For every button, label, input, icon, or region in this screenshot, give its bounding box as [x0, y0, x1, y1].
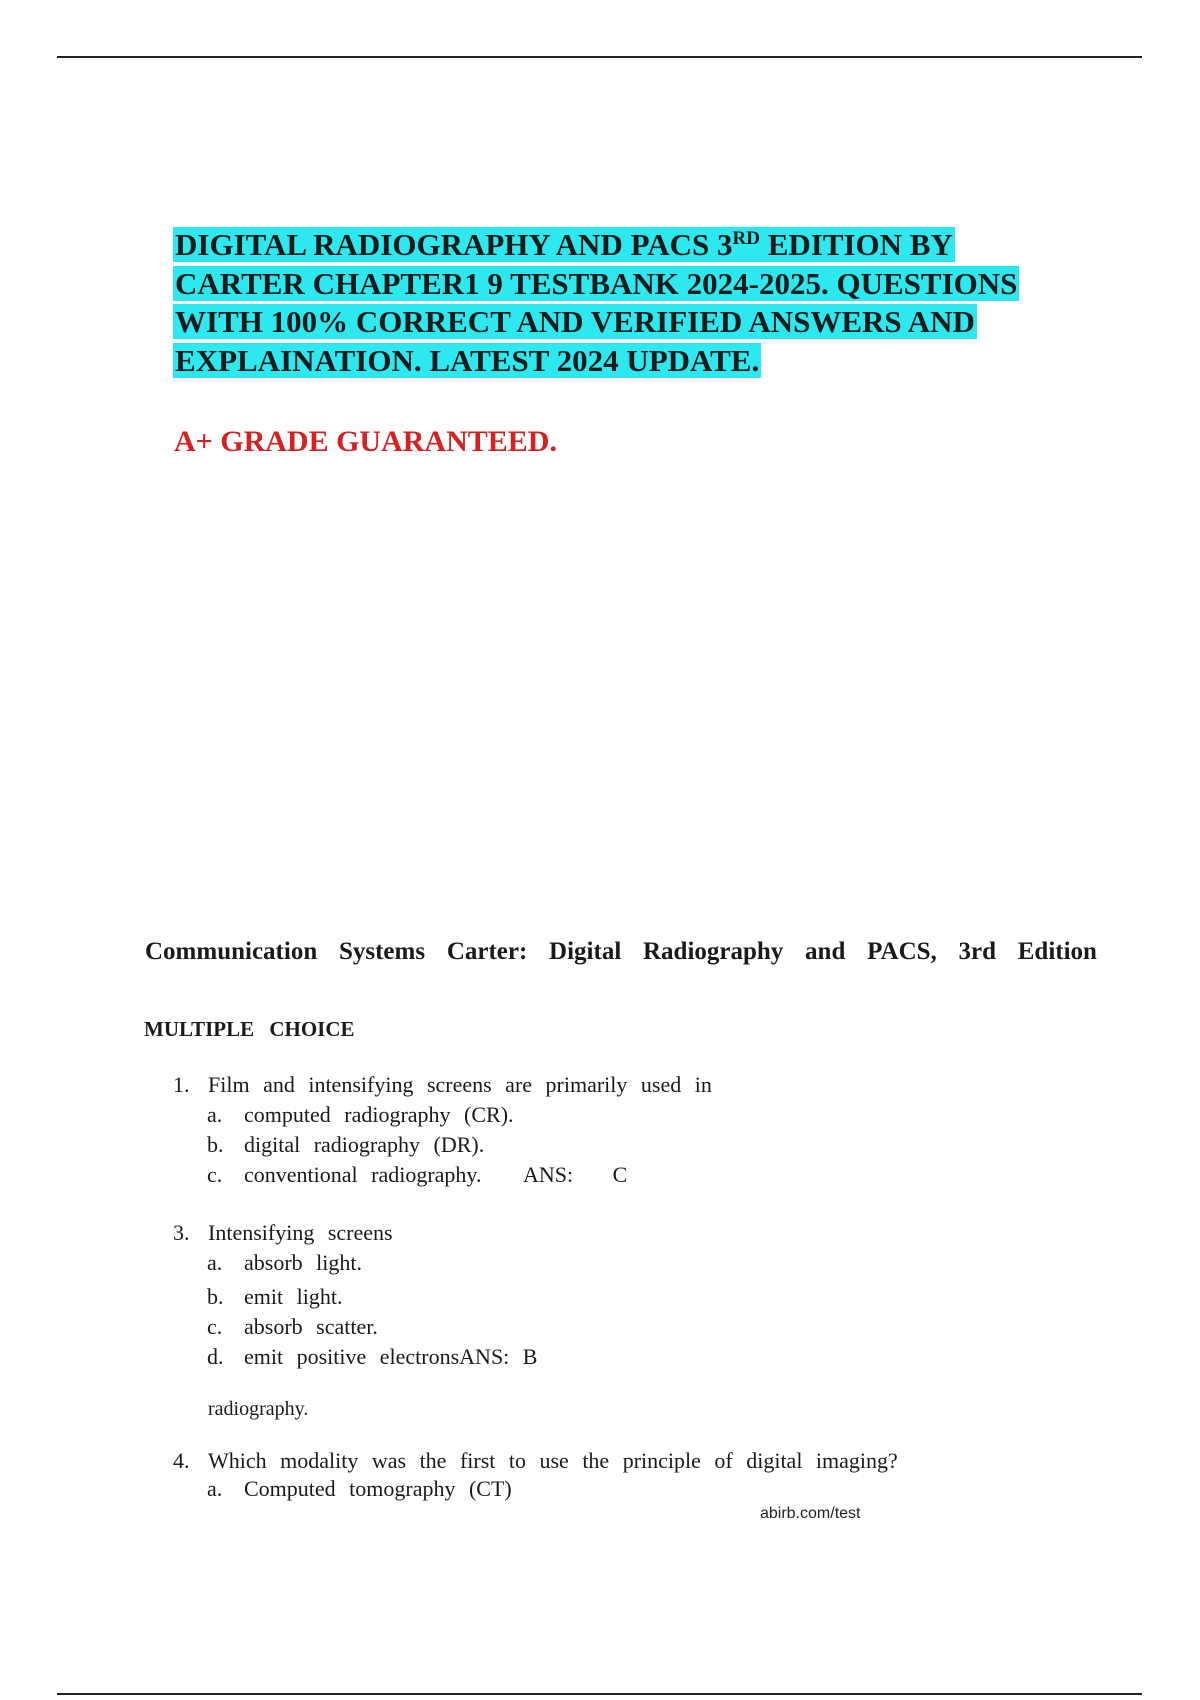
subtitle-word: PACS, [867, 938, 937, 965]
subtitle-word: and [805, 938, 846, 965]
option-3d [207, 1344, 538, 1370]
question-number: 1. [173, 1072, 190, 1097]
subtitle-word: Communication [145, 938, 318, 965]
option-letter: a. [207, 1476, 223, 1501]
stray-text: radiography. [208, 1398, 309, 1420]
option-3b [207, 1284, 343, 1310]
question-4 [173, 1446, 898, 1476]
answer-label: ANS: [523, 1162, 574, 1187]
top-rule [57, 56, 1142, 58]
option-text: absorb scatter. [244, 1314, 378, 1339]
option-text: emit positive electronsANS: B [244, 1344, 538, 1369]
option-letter: c. [207, 1162, 223, 1187]
option-text: absorb light. [244, 1250, 362, 1275]
question-text: Intensifying screens [208, 1220, 393, 1245]
subtitle-word: Digital [549, 938, 622, 965]
option-letter: b. [207, 1132, 224, 1157]
option-letter: d. [207, 1344, 224, 1369]
option-text: Computed tomography (CT) [244, 1476, 512, 1501]
option-3c [207, 1314, 378, 1340]
subtitle-word: Carter: [446, 938, 528, 965]
question-text: Film and intensifying screens are primarily used in [208, 1072, 712, 1097]
title-line-1: DIGITAL RADIOGRAPHY AND PACS 3RD EDITION BY [175, 227, 953, 262]
option-text: emit light. [244, 1284, 343, 1309]
subtitle-word: Systems [338, 938, 426, 965]
option-4a [207, 1476, 512, 1502]
option-text: digital radiography (DR). [244, 1132, 485, 1157]
option-letter: a. [207, 1250, 223, 1275]
question-1 [173, 1070, 712, 1100]
option-text: computed radiography (CR). [244, 1102, 514, 1127]
option-letter: c. [207, 1314, 223, 1339]
option-1c [207, 1162, 628, 1188]
section-heading: MULTIPLE CHOICE [144, 1017, 355, 1041]
title-line-4: EXPLAINATION. LATEST 2024 UPDATE. [175, 342, 760, 378]
question-3 [173, 1218, 393, 1248]
option-1b [207, 1132, 485, 1158]
document-title [173, 226, 1073, 380]
option-letter: b. [207, 1284, 224, 1309]
option-letter: a. [207, 1102, 223, 1127]
subtitle-word: Edition [1017, 938, 1097, 965]
option-text: conventional radiography. [244, 1162, 482, 1187]
subtitle-word: Radiography [643, 938, 784, 965]
grade-guarantee: A+ GRADE GUARANTEED. [174, 425, 557, 458]
watermark: abirb.com/test [760, 1505, 861, 1522]
book-subtitle [145, 938, 1097, 966]
subtitle-word: 3rd [958, 938, 997, 965]
bottom-rule [57, 1693, 1142, 1695]
answer-value: C [612, 1162, 628, 1187]
question-number: 3. [173, 1220, 190, 1245]
title-line-3: WITH 100% CORRECT AND VERIFIED ANSWERS AND [175, 304, 975, 339]
question-text: Which modality was the first to use the principle of digital imaging? [208, 1448, 898, 1473]
option-1a [207, 1102, 514, 1128]
question-number: 4. [173, 1448, 190, 1473]
title-line-2: CARTER CHAPTER1 9 TESTBANK 2024-2025. QUESTIONS [175, 265, 1018, 301]
option-3a [207, 1250, 362, 1276]
title-superscript: RD [732, 228, 760, 249]
